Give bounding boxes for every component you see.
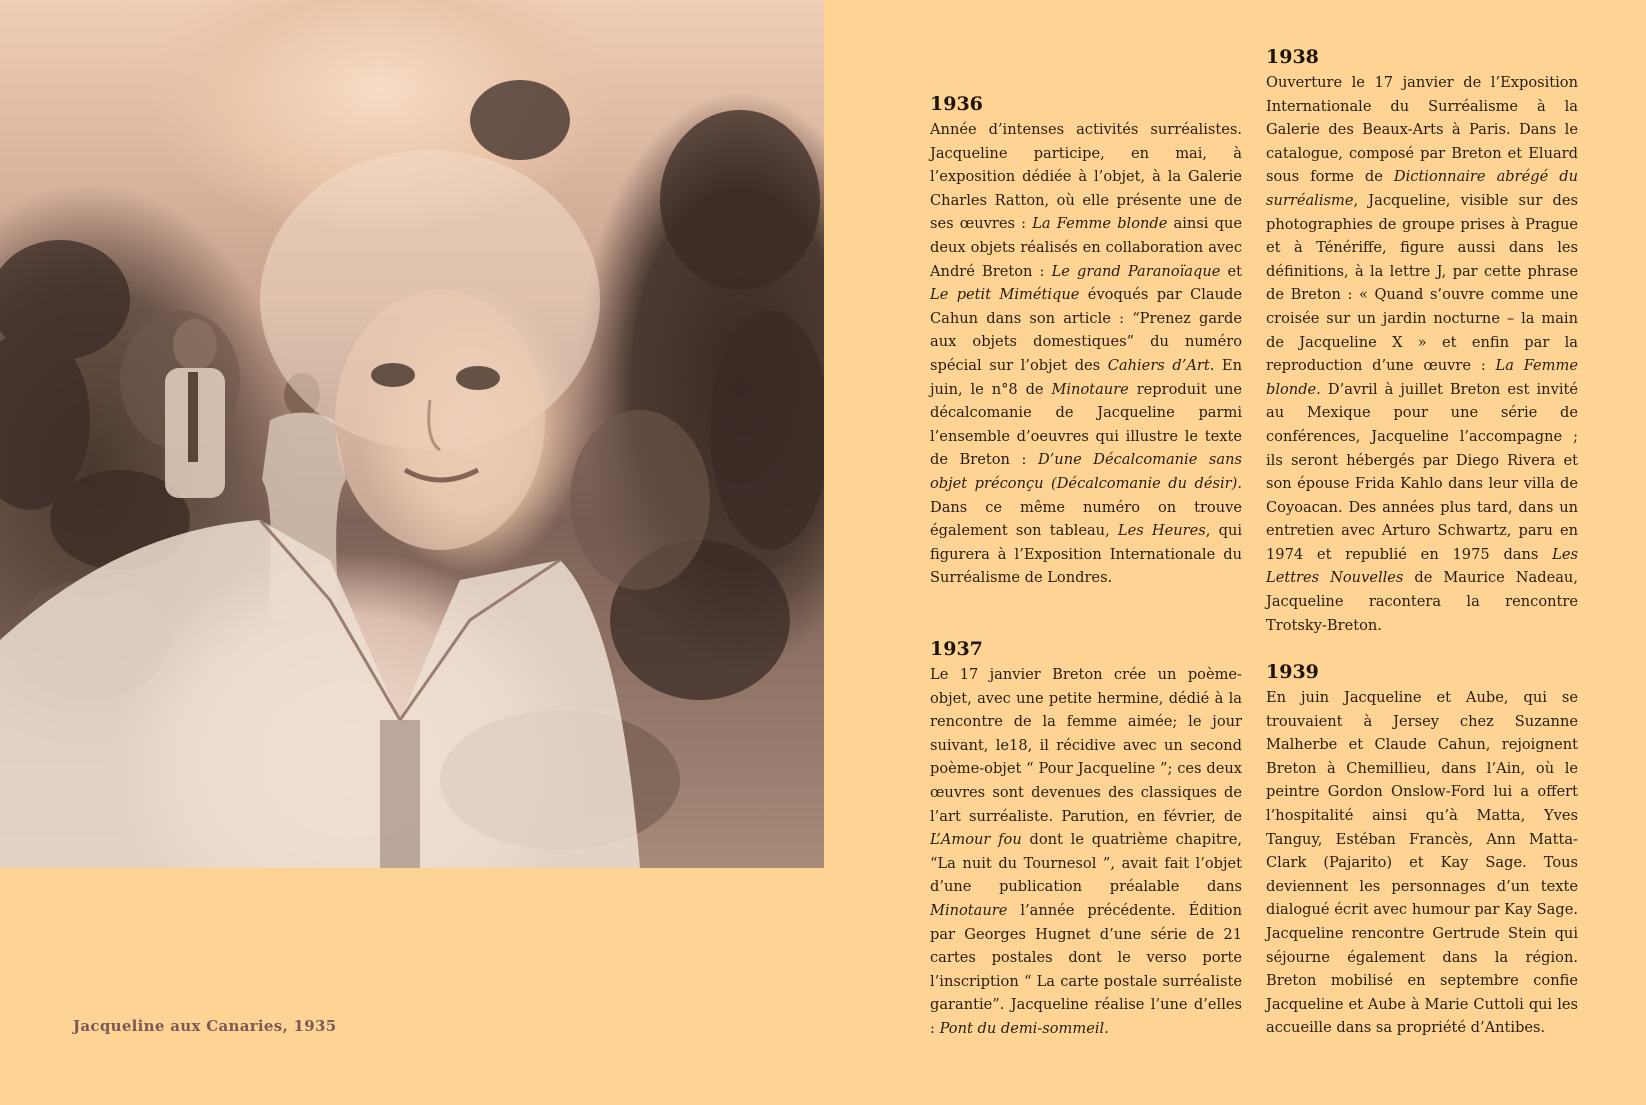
italic-title: Pont du demi-sommeil. [939, 1019, 1109, 1037]
italic-title: Dictionnaire abrégé du surréalisme [1266, 168, 1578, 209]
text-run: ainsi que deux objets réalisés en collaboration avec André Breton : [930, 215, 1242, 280]
text-run: Le 17 janvier Breton crée un poème-objet, avec une petite hermine, dédié à la rencontre de la femme aimée; le jour suivant, le18, il récidive avec un second poème-objet “ Pour Jacqueline ”; ces deux œuvres sont devenues des classiques de l’art surréaliste. Parution, en février, de [930, 666, 1242, 825]
italic-title: L’Amour fou [930, 831, 1022, 849]
italic-title: Cahiers d’Art [1107, 356, 1210, 374]
entry-text [1266, 71, 1578, 637]
entry-text [930, 663, 1242, 1041]
year-heading: 1939 [1266, 661, 1319, 683]
photo-caption: Jacqueline aux Canaries, 1935 [73, 1017, 337, 1035]
text-run: Dans ce même numéro on trouve également son tableau, [930, 498, 1242, 540]
text-run: Ouverture le 17 janvier de l’Exposition Internationale du Surréalisme à la Galerie des Beaux-Arts à Paris. Dans le catalogue, composé par Breton et Eluard sous forme de [1266, 74, 1578, 186]
portrait-photo [0, 0, 824, 868]
text-run: , qui figurera à l’Exposition Internationale du Surréalisme de Londres. [930, 522, 1243, 587]
text-run: de Maurice Nadeau, Jacqueline racontera la rencontre Trotsky-Breton. [1266, 569, 1578, 634]
italic-title: Le petit Mimétique [930, 286, 1080, 304]
text-run: D’avril à juillet Breton est invité au Mexique pour une série de conférences, Jacqueline l’accompagne ; ils seront hébergés par Diego Rivera et son épouse Frida Kahlo dans leur villa de Coyoacan. Des années plus tard, dans un entretien avec Arturo Schwartz, paru en 1974 et republié en 1975 dans [1266, 380, 1578, 563]
timeline-entry-1939 [1266, 661, 1578, 1040]
text-run: , Jacqueline, visible sur des photographies de groupe prises à Prague et à Ténériffe, figure aussi dans les définitions, à la lettre J, par cette phrase de Breton : « Quand s’ouvre comme une croisée sur un jardin nocturne – la main de Jacqueline X » et enfin par la reproduction d’une œuvre : [1266, 191, 1578, 375]
text-run: En juin Jacqueline et Aube, qui se trouvaient à Jersey chez Suzanne Malherbe et Claude Cahun, rejoignent Breton à Chemillieu, dans l’Ain, où le peintre Gordon Onslow-Ford lui a offert l’hospitalité ainsi qu’à Matta, Yves Tanguy, Estéban Francès, Ann Matta-Clark (Pajarito) et Kay Sage. Tous deviennent les personnages d’un texte dialogué écrit avec humour par Kay Sage. Jacqueline rencontre Gertrude Stein qui séjourne également dans la région. Breton mobilisé en septembre confie Jacqueline et Aube à Marie Cuttoli qui les accueille dans sa propriété d’Antibes. [1266, 689, 1578, 1037]
text-run: reproduit une décalcomanie de Jacqueline parmi l’ensemble d’oeuvres qui illustre le texte de Breton : [930, 380, 1243, 469]
italic-title: Minotaure [1051, 380, 1129, 398]
text-run: et [1220, 262, 1242, 280]
portrait-photo-icon [0, 0, 824, 868]
italic-title: D’une Décalcomanie sans objet préconçu (Décalcomanie du désir). [930, 451, 1242, 492]
text-run: dont le quatrième chapitre, “La nuit du Tournesol ”, avait fait l’objet d’une publication préalable dans [930, 831, 1242, 896]
year-heading: 1938 [1266, 46, 1319, 68]
text-run: Année d’intenses activités surréalistes. Jacqueline participe, en mai, à l’exposition dédiée à l’objet, à la Galerie Charles Ratton, où elle présente une de ses œuvres : [930, 121, 1242, 233]
italic-title: Les Heures [1117, 522, 1206, 540]
text-run: l’année précédente. Édition par Georges Hugnet d’une série de 21 cartes postales dont le verso porte l’inscription “ La carte postale surréaliste garantie”. Jacqueline réalise l’une d’elles : [930, 901, 1242, 1037]
text-run: . En juin, le n°8 de [930, 356, 1242, 398]
italic-title: Le grand Paranoïaque [1051, 262, 1221, 280]
italic-title: Minotaure [930, 901, 1008, 919]
timeline-entry-1937 [930, 638, 1242, 1041]
text-run: évoqués par Claude Cahun dans son article : “Prenez garde aux objets domestiques” du numéro spécial sur l’objet des [930, 286, 1242, 374]
entry-text [1266, 686, 1578, 1040]
italic-title: La Femme blonde [1032, 215, 1168, 233]
entry-text [930, 118, 1242, 590]
timeline-entry-1936 [930, 93, 1242, 590]
year-heading: 1937 [930, 638, 983, 660]
year-heading: 1936 [930, 93, 983, 115]
italic-title: Les Lettres Nouvelles [1266, 545, 1578, 587]
timeline-entry-1938 [1266, 46, 1578, 637]
italic-title: La Femme blonde. [1266, 357, 1578, 398]
